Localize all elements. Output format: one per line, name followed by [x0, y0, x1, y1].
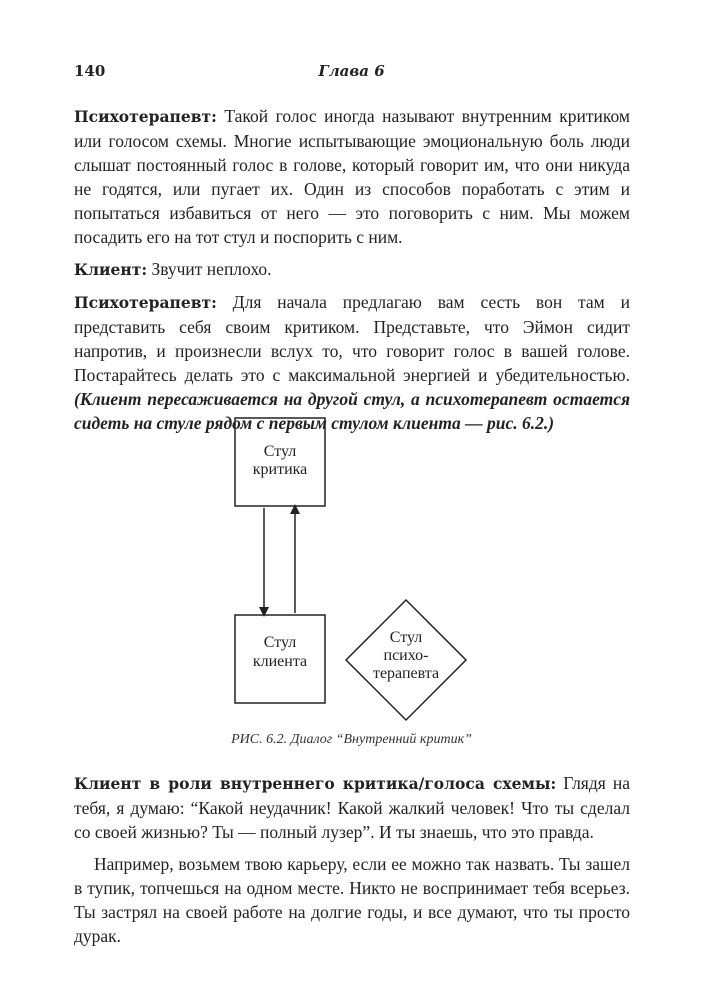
page-number: 140: [74, 62, 106, 80]
speaker-label: Психотерапевт:: [74, 107, 217, 126]
speaker-label: Клиент в роли внутреннего критика/голоса схемы:: [74, 774, 557, 793]
critic-chair-label-line2: критика: [252, 461, 308, 478]
therapist-chair-diamond: [346, 600, 466, 720]
chapter-title: Глава 6: [318, 62, 385, 80]
chair-diagram: [230, 415, 470, 725]
speaker-label: Клиент:: [74, 260, 148, 279]
dialogue-after-figure: [74, 771, 630, 956]
speaker-label: Психотерапевт:: [74, 293, 217, 312]
critic-chair-box: [235, 418, 325, 506]
paragraph-text: Такой голос иногда называют внутренним критиком или голосом схемы. Многие испытывающие эмоциональную боль люди слышат постоянный голос в голове, который говорит им, что они никуда не годятся, или пугает их. Один из способов поработать с этим и попытаться избавиться от него — это поговорить с ним. Мы можем посадить его на тот стул и поспорить с ним.: [74, 106, 630, 247]
client-chair-box: [235, 615, 325, 703]
paragraph-text: Например, возьмем твою карьеру, если ее можно так назвать. Ты зашел в тупик, топчешься на одном месте. Никто не воспринимает тебя всерьез. Ты застрял на своей работе на долгие годы, и все думают, что ты просто дурак.: [74, 854, 630, 946]
paragraph-text: Глядя на тебя, я думаю: “Какой неудачник! Какой жалкий человек! Что ты сделал со своей жизнью? Ты — полный лузер”. И ты знаешь, что это правда.: [74, 773, 631, 842]
stage-direction: (Клиент пересаживается на другой стул, а психотерапевт остается сидеть на стуле рядом с первым стулом клиента — рис. 6.2.): [74, 389, 630, 433]
client-chair-label-line1: Стул: [263, 634, 297, 651]
therapist-chair-label-line2: психо-: [383, 647, 429, 664]
paragraph-client-as-critic: [74, 771, 630, 844]
paragraph-client-1: [74, 257, 630, 282]
figure-caption: РИС. 6.2. Диалог “Внутренний критик”: [231, 732, 472, 747]
therapist-chair-label-line3: терапевта: [372, 665, 440, 682]
paragraph-text: Звучит неплохо.: [147, 259, 272, 279]
client-chair-label-line2: клиента: [252, 653, 308, 670]
therapist-chair-label-line1: Стул: [389, 629, 423, 646]
critic-chair-label-line1: Стул: [263, 443, 297, 460]
paragraph-therapist-1: [74, 104, 630, 249]
paragraph-text: Для начала предлагаю вам сесть вон там и представить себя своим критиком. Представьте, что Эймон сидит напротив, и произнесли вслух то, что говорит голос в вашей голове. Постарайтесь делать это с максимальной энергией и убедительностью.: [74, 292, 630, 385]
dialogue-before-figure: [74, 104, 630, 443]
paragraph-therapist-2: [74, 290, 630, 435]
paragraph-continuation: [74, 852, 630, 948]
